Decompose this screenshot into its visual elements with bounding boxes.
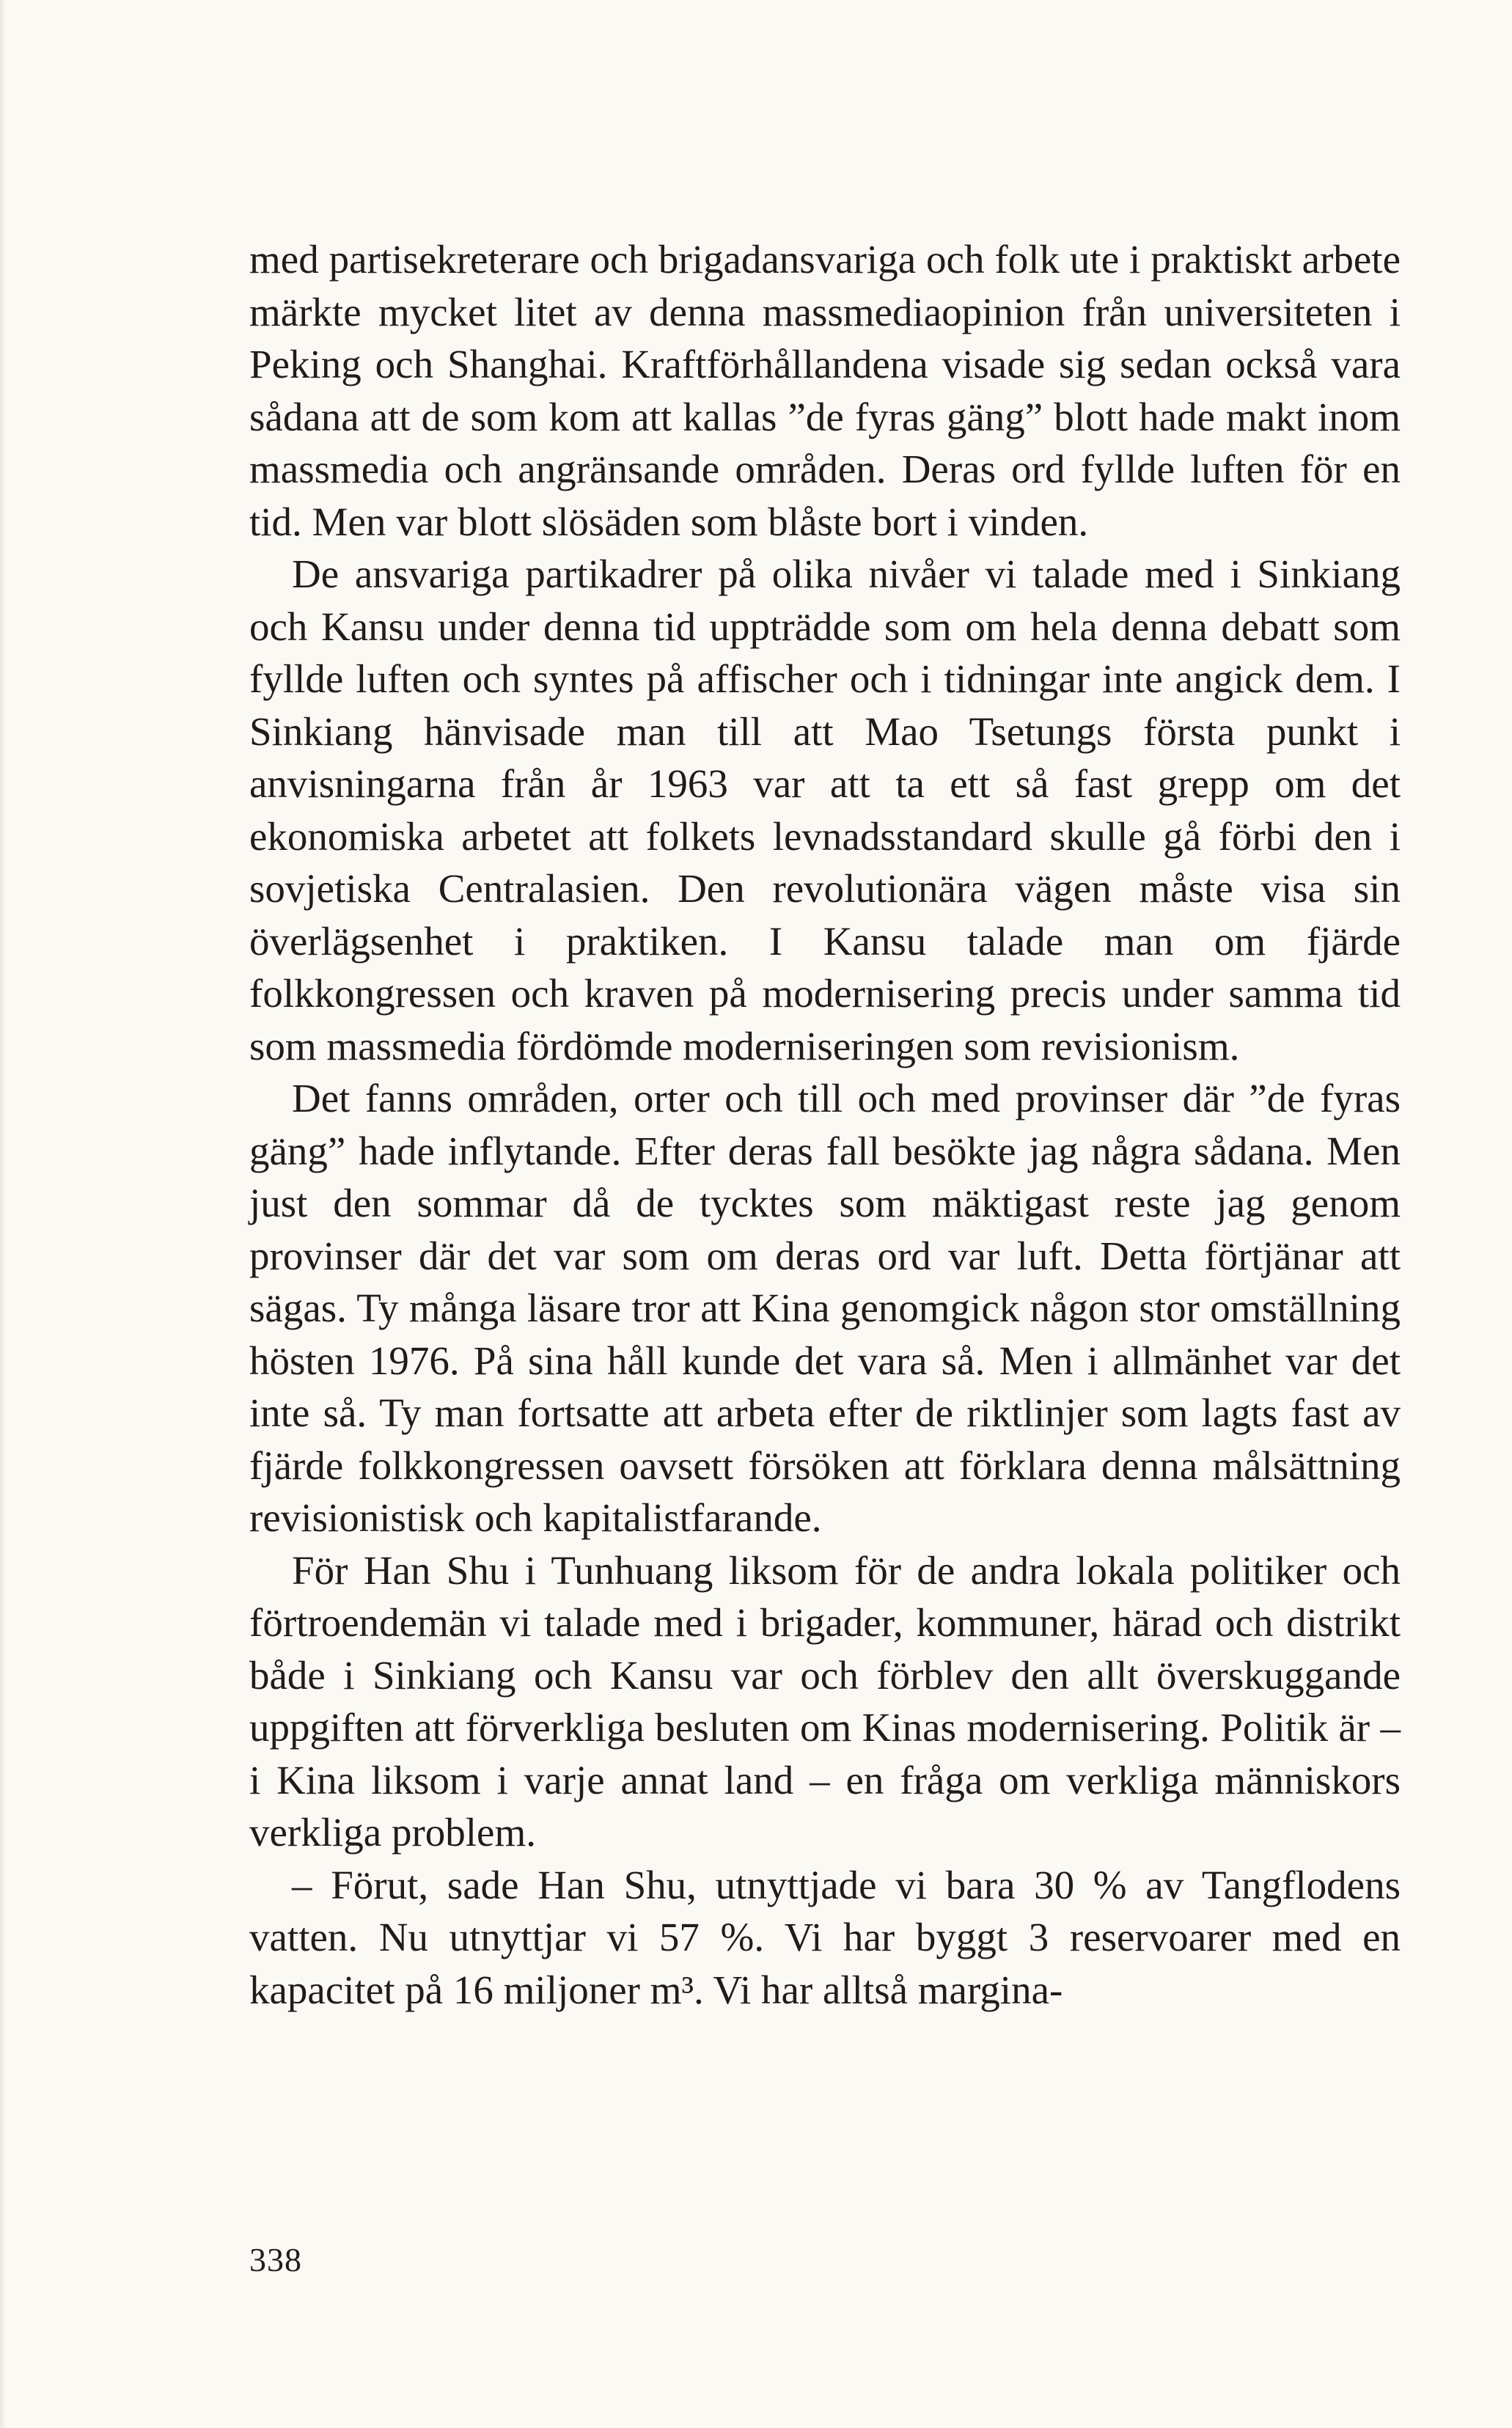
page-edge — [0, 0, 6, 2428]
paragraph-2: De ansvariga partikadrer på olika nivåer vi talade med i Sinkiang och Kansu under denna tid uppträdde som om hela denna debatt som fyllde luften och syntes på affischer och i tidningar inte angick dem. I Sinkiang hänvisade man till att Mao Tsetungs första punkt i anvisningarna från år 1963 var att ta ett så fast grepp om det ekonomiska arbetet att folkets levnadsstandard skulle gå förbi den i sovjetiska Centralasien. Den revolutionära vägen måste visa sin överlägsenhet i praktiken. I Kansu talade man om fjärde folkkongressen och kraven på modernisering precis under samma tid som massmedia fördömde moderniseringen som revisionism. — [249, 551, 1401, 1068]
paragraph-5: – Förut, sade Han Shu, utnyttjade vi bara 30 % av Tangflodens vatten. Nu utnyttjar vi 57 %. Vi har byggt 3 reservoarer med en kapacitet på 16 miljoner m³. Vi har alltså margina- — [249, 1862, 1401, 2012]
body-text — [249, 233, 1401, 2016]
paragraph-1: med partisekreterare och brigadansvariga och folk ute i praktiskt arbete märkte mycket litet av denna massmediaopinion från universiteten i Peking och Shanghai. Kraftförhållandena visade sig sedan också vara sådana att de som kom att kallas ”de fyras gäng” blott hade makt inom massmedia och angränsande områden. Deras ord fyllde luften för en tid. Men var blott slösäden som blåste bort i vinden. — [249, 237, 1401, 544]
page-number: 338 — [249, 2241, 302, 2278]
paragraph-3: Det fanns områden, orter och till och med provinser där ”de fyras gäng” hade inflytande. Efter deras fall besökte jag några sådana. Men just den sommar då de tycktes som mäktigast reste jag genom provinser där det var som om deras ord var luft. Detta förtjänar att sägas. Ty många läsare tror att Kina genomgick någon stor omställning hösten 1976. På sina håll kunde det vara så. Men i allmänhet var det inte så. Ty man fortsatte att arbeta efter de riktlinjer som lagts fast av fjärde folkkongressen oavsett försöken att förklara denna målsättning revisionistisk och kapitalistfarande. — [249, 1076, 1401, 1540]
paragraph-4: För Han Shu i Tunhuang liksom för de andra lokala politiker och förtroendemän vi talade med i brigader, kommuner, härad och distrikt både i Sinkiang och Kansu var och förblev den allt överskuggande uppgiften att förverkliga besluten om Kinas modernisering. Politik är – i Kina liksom i varje annat land – en fråga om verkliga människors verkliga problem. — [249, 1547, 1401, 1855]
